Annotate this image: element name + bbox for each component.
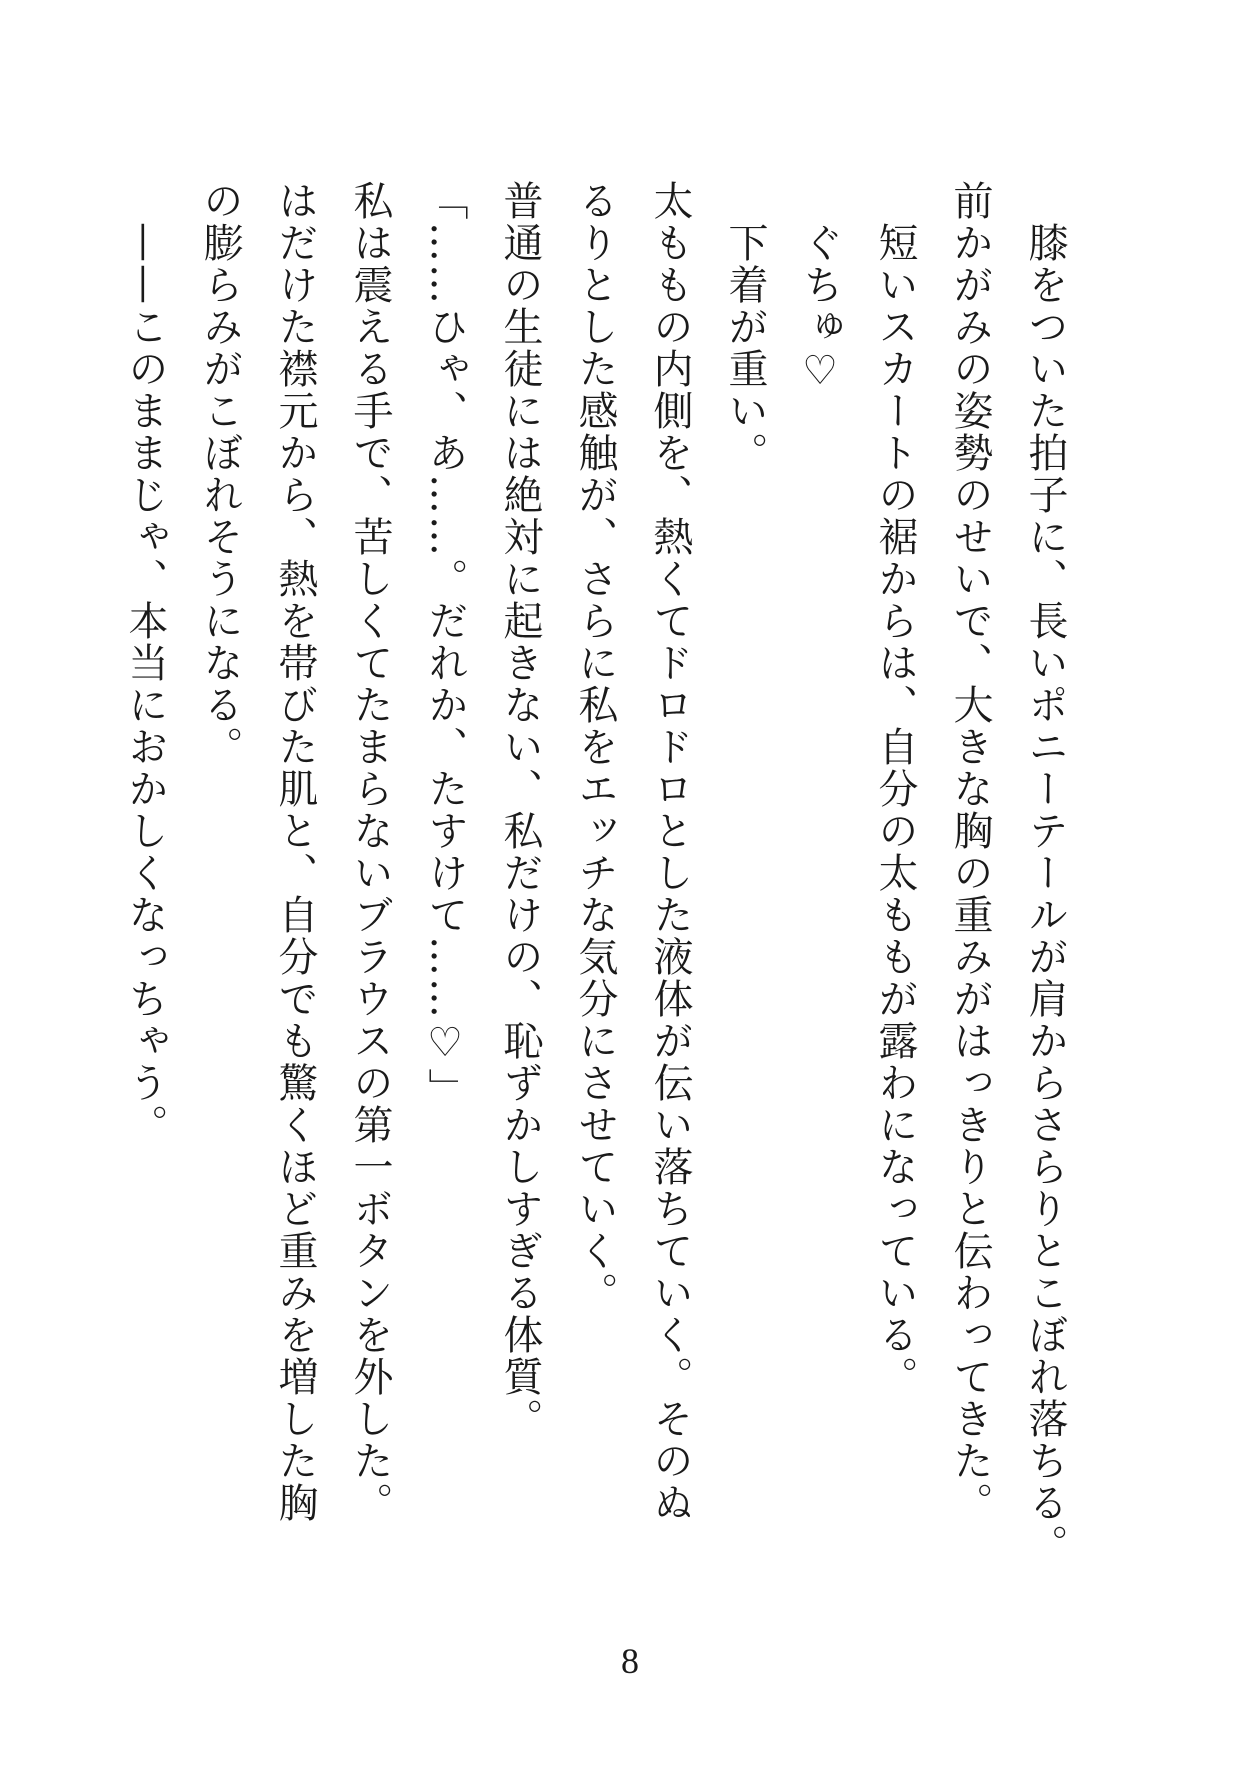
text-line-10: 私は震える手で、苦しくてたまらないブラウスの第一ボタンを外した。 [347,180,393,1524]
text-line-1: 膝をついた拍子に、長いポニーテールが肩からさらりとこぼれ落ちる。 [1022,222,1068,1566]
text-line-3: 短いスカートの裾からは、自分の太ももが露わになっている。 [872,222,918,1398]
text-line-6: 太ももの内側を、熱くてドロドロとした液体が伝い落ちていく。そのぬ [647,180,693,1524]
text-line-2: 前かがみの姿勢のせいで、大きな胸の重みがはっきりと伝わってきた。 [947,180,993,1524]
text-line-8: 普通の生徒には絶対に起きない、私だけの、恥ずかしすぎる体質。 [497,180,543,1440]
vertical-text-body [107,180,1082,1630]
text-line-7: るりとした感触が、さらに私をエッチな気分にさせていく。 [572,180,618,1314]
text-line-11: はだけた襟元から、熱を帯びた肌と、自分でも驚くほど重みを増した胸 [272,180,318,1524]
text-line-9: 「……ひゃ、あ……。だれか、たすけて……♡」 [422,180,468,1110]
text-line-5: 下着が重い。 [722,222,768,474]
page-number: 8 [621,1641,639,1681]
text-line-13: ——このままじゃ、本当におかしくなっちゃう。 [122,222,168,1146]
text-line-12: の膨らみがこぼれそうになる。 [197,180,243,768]
text-line-4: ぐちゅ♡ [797,222,843,396]
